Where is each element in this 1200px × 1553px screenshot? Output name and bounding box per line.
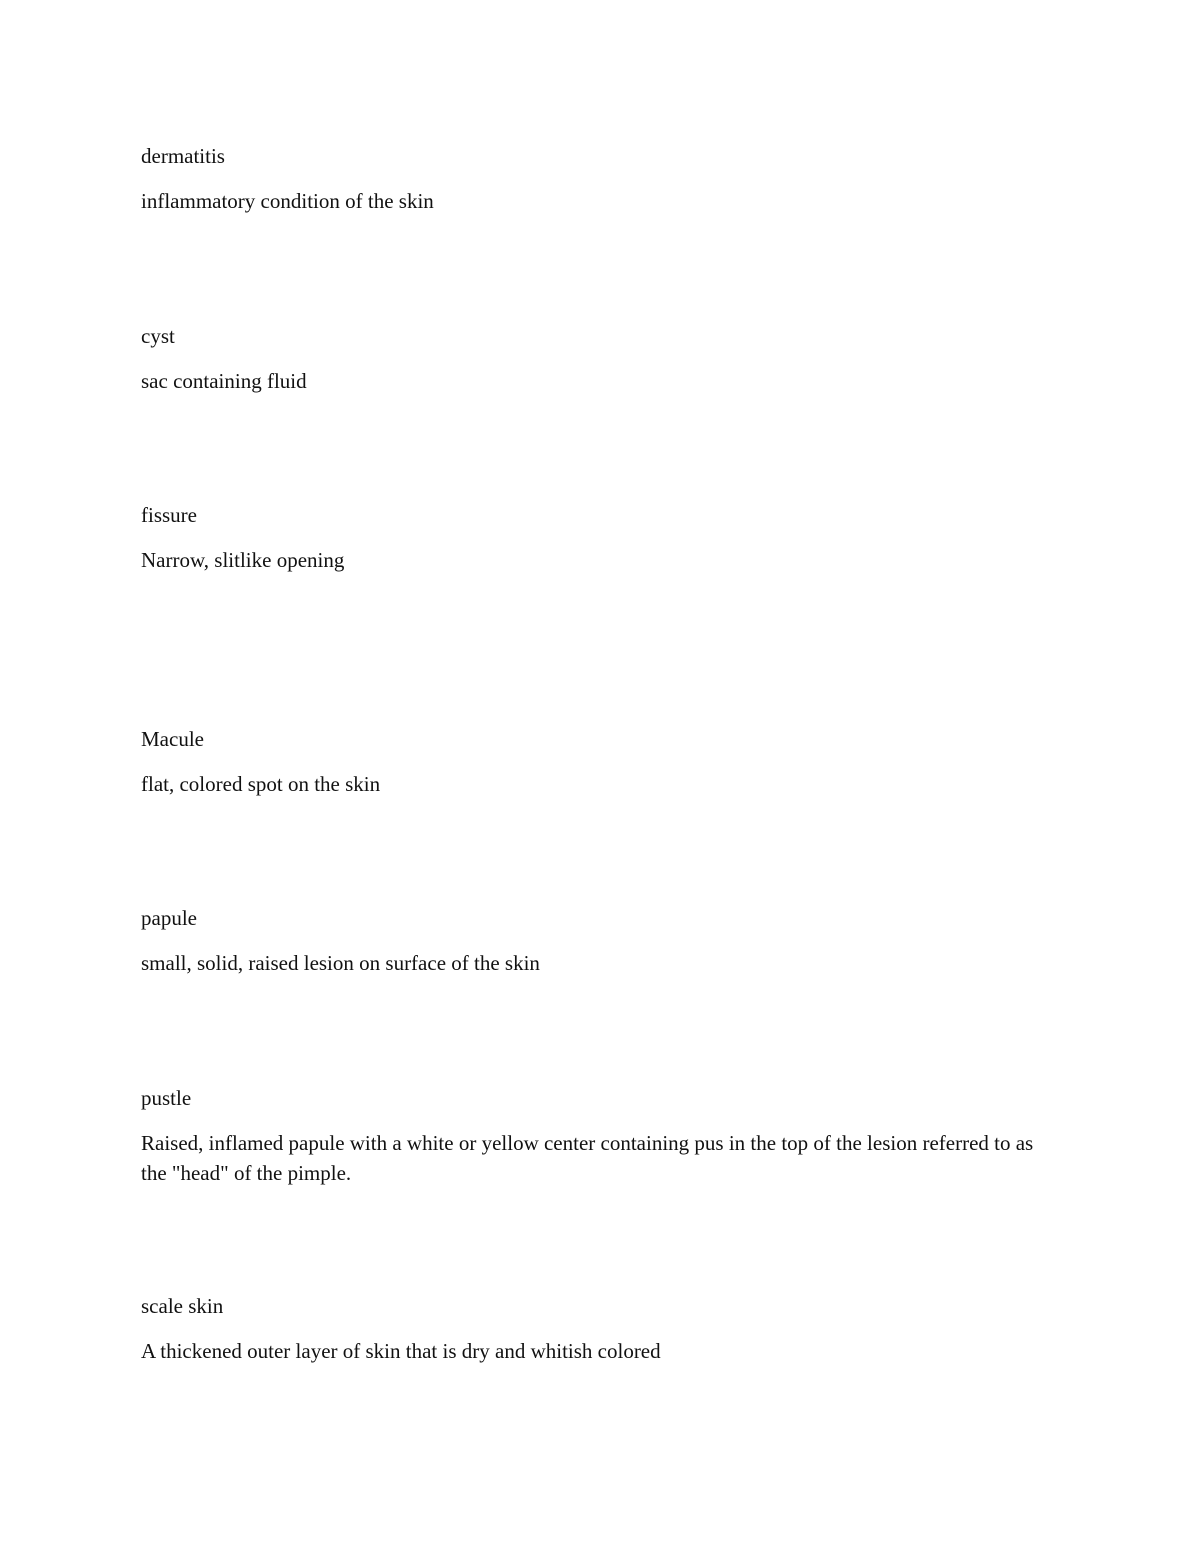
term: scale skin [141,1294,224,1318]
flashcard-entry [141,500,1041,575]
term: Macule [141,727,204,751]
definition: Narrow, slitlike opening [141,548,345,572]
definition: inflammatory condition of the skin [141,189,434,213]
term: fissure [141,503,197,527]
flashcard-entry [141,903,1041,978]
flashcard-entry [141,724,1041,799]
term: papule [141,906,197,930]
definition: A thickened outer layer of skin that is dry and whitish colored [141,1339,661,1363]
term: pustle [141,1086,192,1110]
term: dermatitis [141,144,225,168]
definition: small, solid, raised lesion on surface of the skin [141,951,540,975]
definition: sac containing fluid [141,369,307,393]
term: cyst [141,324,175,348]
flashcard-entry [141,321,1041,396]
definition: flat, colored spot on the skin [141,772,381,796]
flashcard-entry [141,141,1041,216]
definition: Raised, inflamed papule with a white or yellow center containing pus in the top of the lesion referred to as the "head" of the pimple. [141,1131,1034,1185]
flashcard-entry [141,1083,1041,1188]
flashcard-entry [141,1291,1041,1366]
